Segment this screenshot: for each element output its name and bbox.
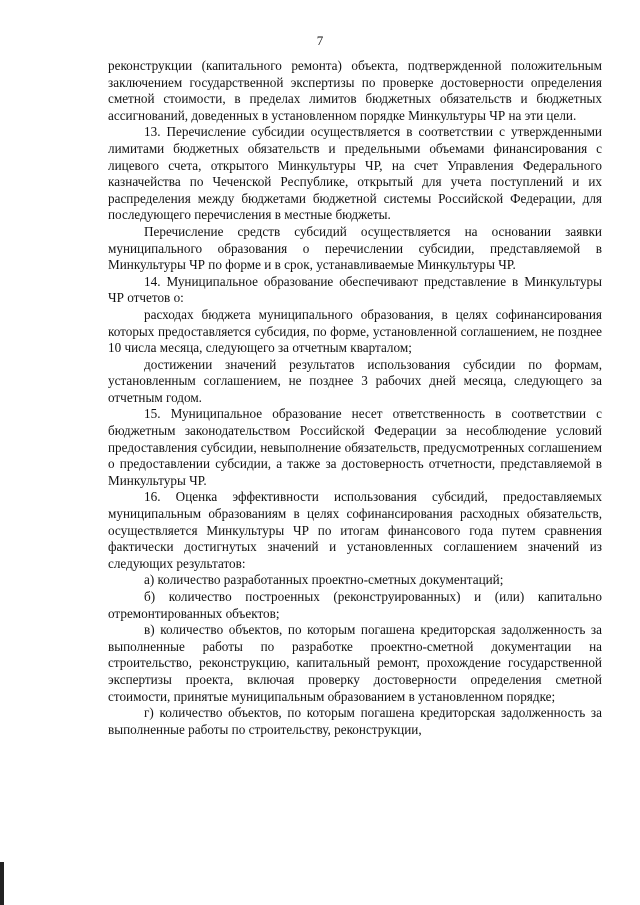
page-number: 7 [316,33,324,48]
paragraph-results: достижении значений результатов использования субсидии по формам, установленным соглашением, не позднее 3 рабочих дней месяца, следующего за отчетным годом. [108,356,602,405]
document-body [108,58,602,738]
paragraph-13: 13. Перечисление субсидии осуществляется в соответствии с утвержденными лимитами бюджетных обязательств и предельными объемами финансирования с лицевого счета, открытого Минкультуры ЧР, на счет Управления Федерального казначейства по Чеченской Республике, открытый для учета поступлений и их распределения между бюджетами бюджетной системы Российской Федерации, для последующего перечисления в местные бюджеты. [108,124,602,223]
list-item-g: г) количество объектов, по которым погашена кредиторская задолженность за выполненные работы по строительству, реконструкции, [108,705,602,737]
paragraph-continuation: реконструкции (капитального ремонта) объекта, подтвержденной положительным заключением государственной экспертизы по проверке достоверности определения сметной стоимости, в пределах лимитов бюджетных обязательств и бюджетных ассигнований, доведенных в установленном порядке Минкультуры ЧР на эти цели. [108,58,602,123]
paragraph-14: 14. Муниципальное образование обеспечивают представление в Минкультуры ЧР отчетов о: [108,273,602,306]
paragraph-expenses: расходах бюджета муниципального образования, в целях софинансирования которых предоставляется субсидия, по форме, установленной соглашением, не позднее 10 числа месяца, следующего за отчетным кварталом; [108,306,602,356]
paragraph-16: 16. Оценка эффективности использования субсидий, предоставляемых муниципальным образованиям в целях софинансирования расходных обязательств, осуществляется Минкультуры ЧР по итогам финансового года путем сравнения фактически достигнутых значений и установленных соглашением значений из следующих результатов: [108,489,602,571]
list-item-v: в) количество объектов, по которым погашена кредиторская задолженность за выполненные работы по разработке проектно-сметной документации на строительство, реконструкцию, капитальный ремонт, прохождение государственной экспертизы проекта, включая проверку достоверности определения сметной стоимости, принятые муниципальным образованием в установленном порядке; [108,622,602,704]
paragraph-15: 15. Муниципальное образование несет ответственность в соответствии с бюджетным законодательством Российской Федерации за несоблюдение условий предоставления субсидии, невыполнение обязательств, предусмотренных соглашением о предоставлении субсидии, а также за достоверность отчетности, представляемой в Минкультуры ЧР. [108,406,602,488]
list-item-b: б) количество построенных (реконструированных) и (или) капитально отремонтированных объектов; [108,589,602,621]
scan-edge-mark [0,862,4,905]
paragraph-transfer: Перечисление средств субсидий осуществляется на основании заявки муниципального образования о перечислении субсидии, представляемой в Минкультуры ЧР по форме и в срок, устанавливаемые Минкультуры ЧР. [108,223,602,273]
list-item-a: а) количество разработанных проектно-сметных документаций; [144,572,504,588]
